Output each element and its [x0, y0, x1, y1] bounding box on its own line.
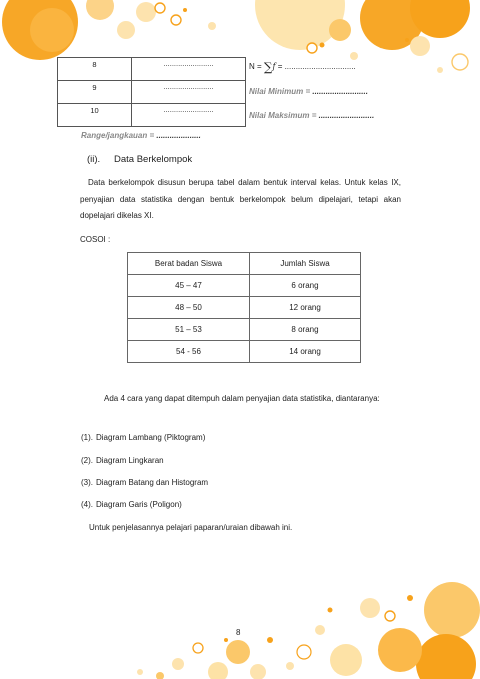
table-cell: 54 - 56: [128, 341, 250, 363]
max-value-line: [249, 111, 374, 121]
column-header: Berat badan Siswa: [128, 253, 250, 275]
row-value-blank: ........................: [132, 58, 246, 81]
list-item: [81, 433, 205, 442]
section-heading: [87, 154, 192, 165]
row-value-blank: ........................: [132, 81, 246, 104]
min-value-blank: .........................: [312, 87, 368, 96]
weight-table: [127, 252, 361, 363]
table-row: [128, 319, 361, 341]
max-value-blank: .........................: [318, 111, 375, 120]
list-text: Diagram Garis (Poligon): [96, 500, 182, 509]
range-line: [81, 131, 201, 141]
closing-sentence: Untuk penjelasannya pelajari paparan/uraian dibawah ini.: [89, 523, 293, 532]
range-label: Range/jangkauan =: [81, 131, 155, 140]
page-number: 8: [236, 628, 241, 637]
row-number: 8: [58, 58, 132, 81]
table-row: [58, 81, 246, 104]
range-value-blank: ....................: [156, 131, 201, 140]
list-text: Diagram Batang dan Histogram: [96, 478, 209, 487]
paragraph-grouped-data: Data berkelompok disusun berupa tabel dalam bentuk interval kelas. Untuk kelas IX, penyajian data statistika dengan bentuk berkelompok belum dipelajari, tetapi akan dopelajari dikelas XI.: [80, 178, 401, 220]
table-row: [58, 104, 246, 127]
n-value-blank: = ................................: [277, 62, 356, 71]
list-item: [81, 478, 208, 487]
table-cell: 12 orang: [250, 297, 361, 319]
list-number: (1).: [81, 433, 93, 442]
list-text: Diagram Lambang (Piktogram): [96, 433, 206, 442]
table-cell: 14 orang: [250, 341, 361, 363]
table-cell: 48 – 50: [128, 297, 250, 319]
section-title: Data Berkelompok: [114, 154, 193, 165]
min-value-line: [249, 87, 368, 97]
table-header-row: [128, 253, 361, 275]
list-number: (4).: [81, 500, 93, 509]
table-row: [128, 297, 361, 319]
table-cell: 51 – 53: [128, 319, 250, 341]
max-label: Nilai Maksimum =: [249, 111, 317, 120]
table-row: [128, 275, 361, 297]
list-item: [81, 456, 164, 465]
table-cell: 45 – 47: [128, 275, 250, 297]
table-cell: 6 orang: [250, 275, 361, 297]
example-label: COSOI :: [80, 235, 111, 244]
row-value-blank: ........................: [132, 104, 246, 127]
row-number: 10: [58, 104, 132, 127]
table-cell: 8 orang: [250, 319, 361, 341]
min-label: Nilai Minimum =: [249, 87, 311, 96]
table-row: [128, 341, 361, 363]
list-text: Diagram Lingkaran: [96, 456, 164, 465]
table-row: [58, 58, 246, 81]
paragraph-presentation-methods: Ada 4 cara yang dapat ditempuh dalam penyajian data statistika, diantaranya:: [104, 394, 380, 403]
list-number: (2).: [81, 456, 93, 465]
n-label: N =: [249, 62, 262, 71]
sigma-symbol: ∑: [263, 60, 273, 74]
frequency-table-continued: [57, 57, 246, 127]
list-item: [81, 500, 182, 509]
column-header: Jumlah Siswa: [250, 253, 361, 275]
row-number: 9: [58, 81, 132, 104]
n-sum-formula: [249, 62, 356, 72]
frequency-symbol: f: [272, 62, 276, 71]
list-number: (3).: [81, 478, 93, 487]
section-number: (ii).: [87, 154, 101, 165]
